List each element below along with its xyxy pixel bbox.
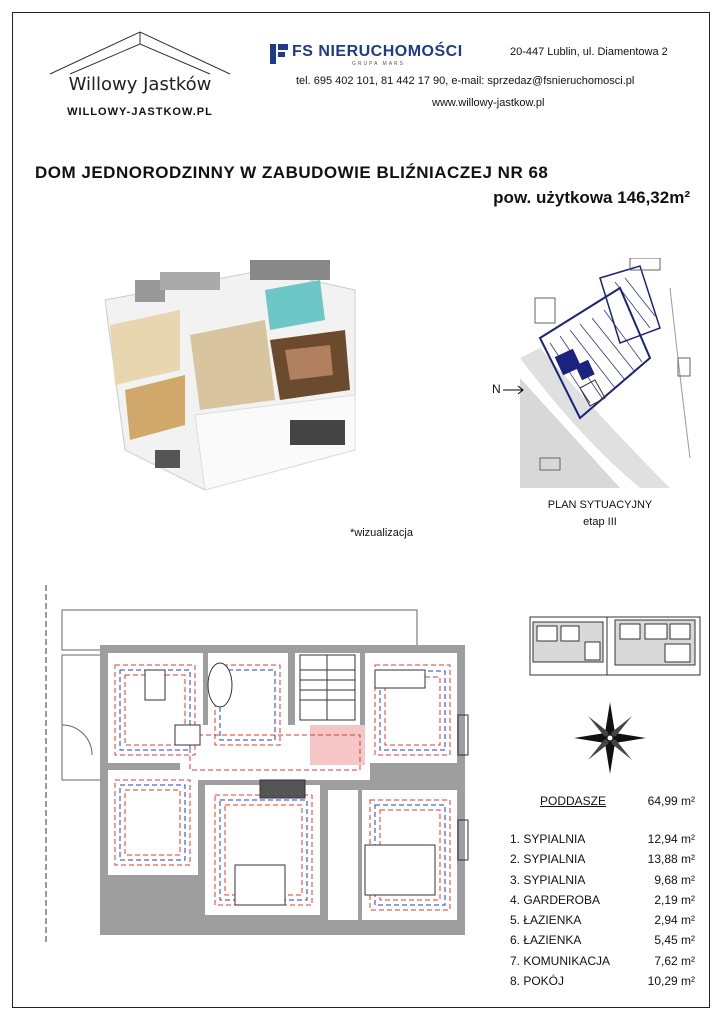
agency-address: 20-447 Lublin, ul. Diamentowa 2 — [510, 46, 668, 58]
room-area: 13,88 m² — [647, 852, 695, 867]
agency-name: FS NIERUCHOMOŚCI — [292, 43, 463, 60]
key-plan — [525, 612, 705, 677]
room-name: 8. POKÓJ — [510, 974, 565, 989]
site-plan-stage: etap III — [583, 516, 617, 528]
room-row — [510, 974, 695, 994]
room-name: 5. ŁAZIENKA — [510, 913, 582, 928]
room-row — [510, 873, 695, 893]
brand-logo — [40, 30, 240, 130]
compass-icon — [570, 698, 650, 778]
room-row — [510, 893, 695, 913]
floor-name: PODDASZE — [540, 794, 607, 808]
room-row — [510, 913, 695, 933]
brand-name: Willowy Jastków — [68, 74, 212, 95]
room-area: 2,94 m² — [654, 913, 695, 928]
room-list — [510, 832, 695, 994]
agency-contact: tel. 695 402 101, 81 442 17 90, e-mail: sprzedaz@fsnieruchomosci.pl — [296, 75, 635, 87]
room-area: 2,19 m² — [654, 892, 695, 907]
brand-url: WILLOWY-JASTKOW.PL — [67, 106, 213, 118]
usable-area: pow. użytkowa 146,32m² — [493, 188, 690, 207]
room-area: 10,29 m² — [647, 974, 695, 989]
room-row — [510, 933, 695, 953]
room-name: 1. SYPIALNIA — [510, 832, 586, 846]
agency-website[interactable]: www.willowy-jastkow.pl — [432, 97, 545, 109]
room-area: 7,62 m² — [654, 953, 695, 968]
visualization-image — [85, 250, 385, 500]
room-area: 12,94 m² — [647, 832, 695, 846]
room-row — [510, 832, 695, 852]
site-plan-map — [520, 258, 700, 488]
site-plan-caption — [520, 497, 680, 531]
room-name: 3. SYPIALNIA — [510, 872, 586, 887]
room-row — [510, 954, 695, 974]
floor-area: 64,99 m² — [647, 794, 695, 808]
agency-subname: GRUPA MARS — [352, 61, 405, 67]
room-name: 4. GARDEROBA — [510, 892, 601, 907]
roof-logo-icon — [40, 30, 240, 80]
room-area: 9,68 m² — [654, 872, 695, 887]
page-title: DOM JEDNORODZINNY W ZABUDOWIE BLIŹNIACZEJ NR 68 — [35, 163, 549, 182]
floor-summary — [540, 794, 695, 808]
north-arrow-icon — [503, 385, 525, 395]
room-name: 2. SYPIALNIA — [510, 852, 586, 867]
room-row — [510, 852, 695, 872]
room-area: 5,45 m² — [654, 933, 695, 948]
room-name: 6. ŁAZIENKA — [510, 933, 582, 948]
visualization-note: *wizualizacja — [350, 527, 413, 539]
agency-logo-icon — [270, 44, 288, 64]
floor-plan — [40, 585, 470, 955]
room-name: 7. KOMUNIKACJA — [510, 953, 611, 968]
north-marker: N — [492, 382, 501, 396]
site-plan-label: PLAN SYTUACYJNY — [547, 499, 653, 511]
